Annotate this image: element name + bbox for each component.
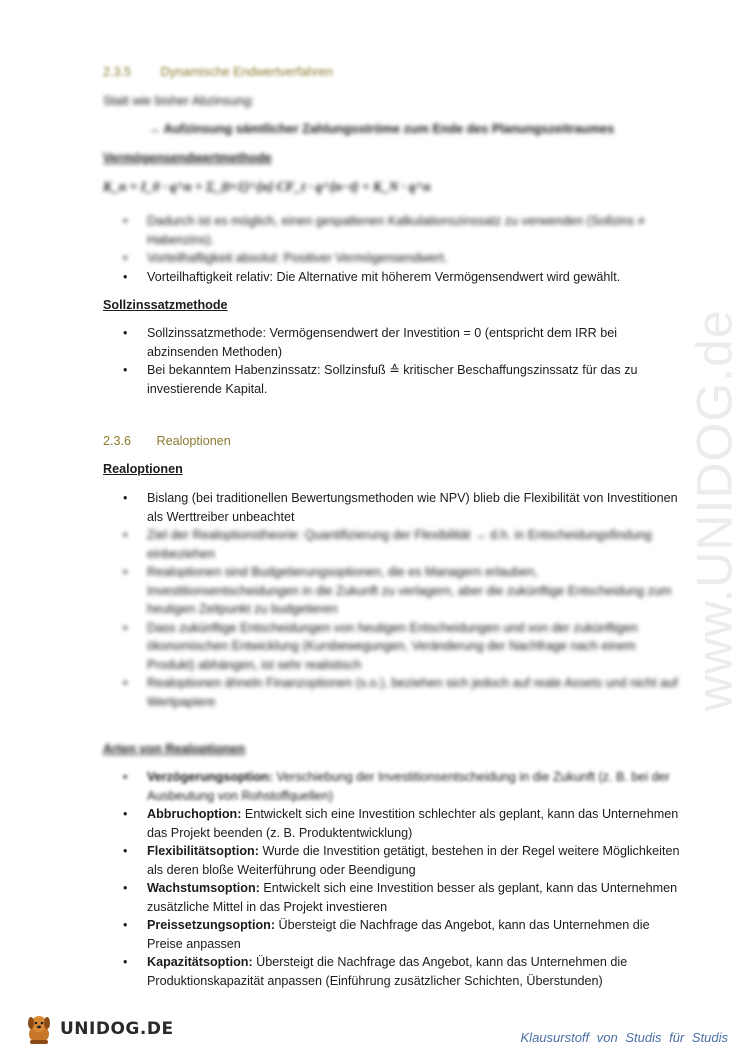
list-item: • Preissetzungsoption: Übersteigt die Nachfrage das Angebot, kann das Unternehmen die Preise anpassen — [123, 918, 650, 951]
list-item: • Kapazitätsoption: Übersteigt die Nachfrage das Angebot, kann das Unternehmen die Produktionskapazität anpassen (Einführung zusätzlicher Schichten, Überstunden) — [123, 955, 628, 988]
watermark — [686, 280, 743, 740]
list-item: • Dass zukünftige Entscheidungen von heutigen Entscheidungen und von der zukünftigen ökonomischen Entwicklung (Kursbewegungen, Veränderung der Nachfrage nach einem Produkt) abhängen, ist sehr realistisch — [123, 620, 638, 672]
section-number: 2.3.6 — [103, 434, 132, 448]
list-item: • Ziel der Realoptionstheorie: Quantifizierung der Flexibilität → d.h. in Entscheidungsfindung einbeziehen — [123, 528, 652, 561]
list-item: • Sollzinssatzmethode: Vermögensendwert der Investition = 0 (entspricht dem IRR bei abzinsenden Methoden) — [123, 326, 618, 359]
unidog-logo — [22, 1012, 174, 1046]
sollzins-list — [103, 324, 683, 398]
list-item: • Vorteilhaftigkeit relativ: Die Alternative mit höherem Vermögensendwert wird gewählt. — [123, 269, 621, 284]
list-item: • Bislang (bei traditionellen Bewertungsmethoden wie NPV) blieb die Flexibilität von Investitionen als Werttreiber unbeachtet — [123, 491, 678, 524]
section-heading-235 — [103, 63, 333, 82]
section-title: Realoptionen — [156, 434, 231, 448]
list-item: • Realoptionen sind Budgetierungsoptionen, die es Managern erlauben, Investitionsentscheidungen in die Zukunft zu verlagern, aber die zukünftige Entscheidung zum heutigen Zeitpunkt zu budgetieren — [123, 565, 672, 616]
vermoegen-list — [103, 212, 683, 286]
arten-heading: Arten von Realoptionen — [103, 742, 246, 756]
list-item: • Dadurch ist es möglich, einen gespaltenen Kalkulationszinssatz zu verwenden (Sollzins ≠ Habenzins). — [123, 214, 645, 247]
realoptionen-list — [103, 489, 683, 711]
list-item: • Verzögerungsoption: Verschiebung der Investitionsentscheidung in die Zukunft (z. B. bei der Ausbeutung von Rohstoffquellen) — [123, 770, 670, 803]
vermoegen-heading: Vermögensendwertmethode — [103, 151, 272, 165]
list-item: • Realoptionen ähneln Finanzoptionen (s.o.), beziehen sich jedoch auf reale Assets und nicht auf Wertpapiere — [123, 676, 678, 709]
dog-icon — [22, 1012, 56, 1046]
section-heading-236 — [103, 432, 231, 451]
logo-text: UNIDOG.DE — [60, 1018, 174, 1039]
list-item: • Wachstumsoption: Entwickelt sich eine Investition besser als geplant, kann das Unternehmen zusätzliche Mittel in das Projekt investieren — [123, 881, 678, 914]
realoptionen-heading: Realoptionen — [103, 462, 183, 476]
section-number: 2.3.5 — [103, 65, 132, 79]
formula: K_n = I_0 · q^n + Σ_{t=1}^{n} CF_t · q^{n−t} + K_N · q^n — [103, 179, 431, 194]
arrow-line: → Aufzinsung sämtlicher Zahlungsströme zum Ende des Planungszeitraumes — [148, 122, 615, 136]
list-item: • Abbruchoption: Entwickelt sich eine Investition schlechter als geplant, kann das Unternehmen das Projekt beenden (z. B. Produktentwicklung) — [123, 807, 679, 840]
watermark-text: www.UNIDOG.de — [686, 309, 743, 711]
section-title: Dynamische Endwertverfahren — [160, 65, 333, 79]
list-item: • Vorteilhaftigkeit absolut: Positiver Vermögensendwert. — [123, 251, 448, 265]
sollzins-heading: Sollzinssatzmethode — [103, 298, 228, 312]
arten-list — [103, 768, 683, 990]
list-item: • Flexibilitätsoption: Wurde die Investition getätigt, bestehen in der Regel weitere Möglichkeiten als deren bloße Weiterführung oder Beendigung — [123, 844, 680, 877]
list-item: • Bei bekanntem Habenzinssatz: Sollzinsfuß ≙ kritischer Beschaffungszinssatz für das zu investierende Kapital. — [123, 363, 638, 396]
footer-tagline: Klausurstoff von Studis für Studis — [520, 1030, 728, 1045]
intro-text: Statt wie bisher Abzinsung: — [103, 94, 255, 108]
